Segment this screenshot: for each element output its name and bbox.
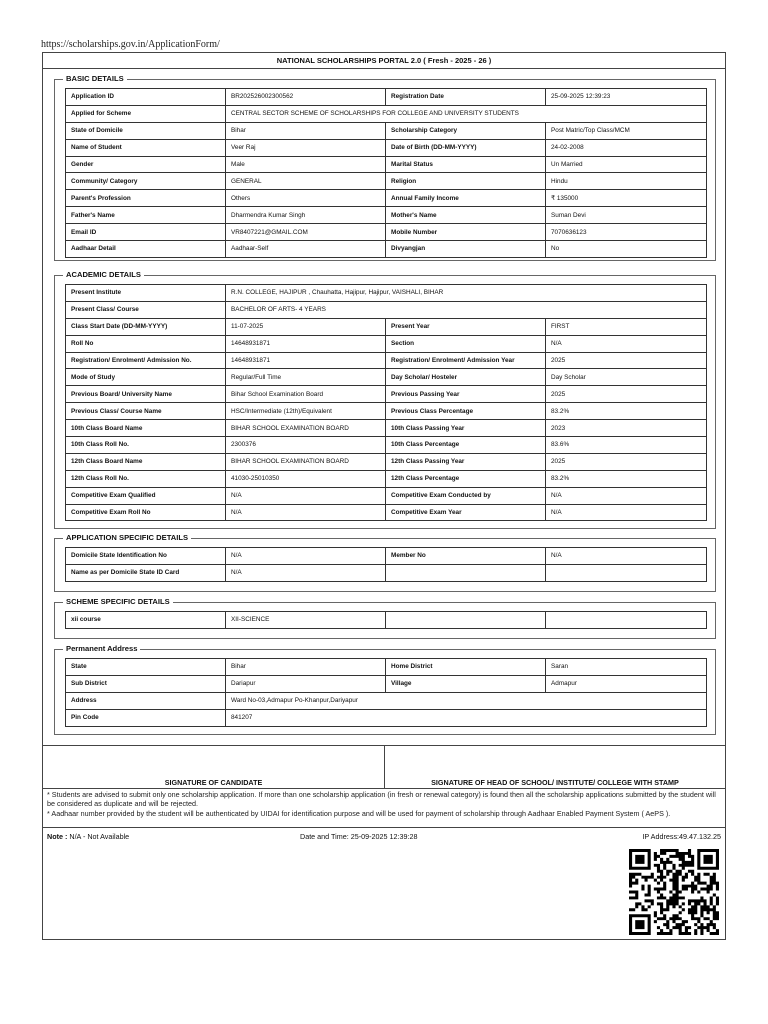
field-label: Religion <box>386 173 546 190</box>
field-value: 25-09-2025 12:39:23 <box>546 89 707 106</box>
field-label: Registration Date <box>386 89 546 106</box>
table-row <box>66 224 707 241</box>
ip-address: IP Address:49.47.132.25 <box>642 832 721 841</box>
field-label: State <box>66 659 226 676</box>
table-row <box>66 709 707 726</box>
field-label: Present Year <box>386 318 546 335</box>
field-value: Un Married <box>546 156 707 173</box>
field-label: Scholarship Category <box>386 122 546 139</box>
field-label: Sub District <box>66 675 226 692</box>
table-row <box>66 89 707 106</box>
field-value: Hindu <box>546 173 707 190</box>
field-label: Date of Birth (DD-MM-YYYY) <box>386 139 546 156</box>
field-value: 83.2% <box>546 403 707 420</box>
basic-details-table <box>65 88 707 258</box>
field-label: Present Institute <box>66 285 226 302</box>
table-row <box>66 420 707 437</box>
head-signature-box <box>385 746 725 788</box>
permanent-address-section <box>54 644 716 735</box>
field-value: 2300376 <box>226 437 386 454</box>
field-label: xii course <box>66 612 226 629</box>
table-row <box>66 190 707 207</box>
table-row <box>66 369 707 386</box>
table-row <box>66 207 707 224</box>
table-row <box>66 318 707 335</box>
field-value: Ward No-03,Admapur Po-Khanpur,Dariyapur <box>226 692 707 709</box>
field-value: VR8407221@GMAIL.COM <box>226 224 386 241</box>
field-label: Competitive Exam Conducted by <box>386 487 546 504</box>
footer-note-text: N/A - Not Available <box>67 832 130 841</box>
field-label: Previous Passing Year <box>386 386 546 403</box>
field-value: 83.6% <box>546 437 707 454</box>
table-row <box>66 335 707 352</box>
field-label: Village <box>386 675 546 692</box>
signature-row <box>43 745 725 789</box>
field-value: Male <box>226 156 386 173</box>
field-value: 14648931871 <box>226 352 386 369</box>
field-label: Competitive Exam Qualified <box>66 487 226 504</box>
table-row <box>66 487 707 504</box>
field-value: BIHAR SCHOOL EXAMINATION BOARD <box>226 420 386 437</box>
field-label: Roll No <box>66 335 226 352</box>
field-label: Name of Student <box>66 139 226 156</box>
field-value: Others <box>226 190 386 207</box>
field-label: Divyangjan <box>386 241 546 258</box>
field-label: 10th Class Board Name <box>66 420 226 437</box>
table-row <box>66 564 707 581</box>
field-label: Pin Code <box>66 709 226 726</box>
table-row <box>66 386 707 403</box>
field-value: Dharmendra Kumar Singh <box>226 207 386 224</box>
basic-details-legend: BASIC DETAILS <box>63 74 127 84</box>
field-label: Competitive Exam Year <box>386 504 546 521</box>
field-label <box>386 564 546 581</box>
field-value <box>546 564 707 581</box>
field-label: Application ID <box>66 89 226 106</box>
field-value: 83.2% <box>546 470 707 487</box>
field-value: FIRST <box>546 318 707 335</box>
instructions-notes <box>47 790 723 818</box>
academic-details-legend: ACADEMIC DETAILS <box>63 270 144 280</box>
field-value <box>546 612 707 629</box>
field-label: Applied for Scheme <box>66 105 226 122</box>
footer-note-label: Note : <box>47 832 68 841</box>
application-details-legend: APPLICATION SPECIFIC DETAILS <box>63 533 191 543</box>
table-row <box>66 659 707 676</box>
field-label: State of Domicile <box>66 122 226 139</box>
field-label: 10th Class Roll No. <box>66 437 226 454</box>
candidate-signature-box <box>43 746 385 788</box>
field-value: 14648931871 <box>226 335 386 352</box>
field-value: 2025 <box>546 386 707 403</box>
field-value: Suman Devi <box>546 207 707 224</box>
print-datetime: Date and Time: 25-09-2025 12:39:28 <box>300 832 418 841</box>
table-row <box>66 675 707 692</box>
page-url: https://scholarships.gov.in/ApplicationForm/ <box>41 39 220 50</box>
field-value: HSC/Intermediate (12th)/Equivalent <box>226 403 386 420</box>
field-label: 10th Class Passing Year <box>386 420 546 437</box>
field-label: Present Class/ Course <box>66 301 226 318</box>
field-value: 7070636123 <box>546 224 707 241</box>
field-value: Saran <box>546 659 707 676</box>
table-row <box>66 453 707 470</box>
field-label: Previous Board/ University Name <box>66 386 226 403</box>
field-value: Aadhaar-Self <box>226 241 386 258</box>
candidate-signature-label: SIGNATURE OF CANDIDATE <box>164 778 263 787</box>
field-value: N/A <box>226 487 386 504</box>
field-value: R.N. COLLEGE, HAJIPUR , Chauhatta, Hajipur, Hajipur, VAISHALI, BIHAR <box>226 285 707 302</box>
field-value: BIHAR SCHOOL EXAMINATION BOARD <box>226 453 386 470</box>
head-signature-label: SIGNATURE OF HEAD OF SCHOOL/ INSTITUTE/ COLLEGE WITH STAMP <box>431 778 679 787</box>
application-form <box>42 52 726 940</box>
field-value: 2025 <box>546 453 707 470</box>
field-value: 841207 <box>226 709 707 726</box>
field-label: 12th Class Percentage <box>386 470 546 487</box>
field-label: 12th Class Passing Year <box>386 453 546 470</box>
field-label: Parent's Profession <box>66 190 226 207</box>
field-value: N/A <box>546 487 707 504</box>
field-label: Registration/ Enrolment/ Admission No. <box>66 352 226 369</box>
field-label: Annual Family Income <box>386 190 546 207</box>
scheme-details-table <box>65 611 707 629</box>
field-value: Bihar <box>226 659 386 676</box>
table-row <box>66 139 707 156</box>
field-value: N/A <box>226 548 386 565</box>
table-row <box>66 285 707 302</box>
scheme-details-legend: SCHEME SPECIFIC DETAILS <box>63 597 173 607</box>
field-value: 2023 <box>546 420 707 437</box>
table-row <box>66 504 707 521</box>
field-label: Class Start Date (DD-MM-YYYY) <box>66 318 226 335</box>
note-aadhaar-authentication: * Aadhaar number provided by the student will be authenticated by UIDAI for identification purpose and will be used for payment of scholarship through Aadhaar Enabled Payment System ( AePS ). <box>47 808 671 818</box>
field-value: Bihar <box>226 122 386 139</box>
table-row <box>66 156 707 173</box>
table-row <box>66 105 707 122</box>
field-value: No <box>546 241 707 258</box>
field-value: Bihar School Examination Board <box>226 386 386 403</box>
field-value: Dariapur <box>226 675 386 692</box>
field-label: Home District <box>386 659 546 676</box>
field-label: Mode of Study <box>66 369 226 386</box>
field-value: Admapur <box>546 675 707 692</box>
basic-details-section <box>54 74 716 261</box>
scheme-details-section <box>54 597 716 639</box>
field-value: XII-SCIENCE <box>226 612 386 629</box>
field-label: Previous Class/ Course Name <box>66 403 226 420</box>
field-label: 10th Class Percentage <box>386 437 546 454</box>
table-row <box>66 692 707 709</box>
table-row <box>66 173 707 190</box>
field-label: Section <box>386 335 546 352</box>
application-details-section <box>54 533 716 592</box>
table-row <box>66 470 707 487</box>
table-row <box>66 437 707 454</box>
field-value: N/A <box>226 504 386 521</box>
field-value: N/A <box>546 504 707 521</box>
field-value: 11-07-2025 <box>226 318 386 335</box>
field-value: N/A <box>546 548 707 565</box>
field-value: Regular/Full Time <box>226 369 386 386</box>
field-label <box>386 612 546 629</box>
field-label: Gender <box>66 156 226 173</box>
application-details-table <box>65 547 707 582</box>
permanent-address-legend: Permanent Address <box>63 644 140 654</box>
table-row <box>66 352 707 369</box>
table-row <box>66 548 707 565</box>
field-label: 12th Class Roll No. <box>66 470 226 487</box>
field-value: N/A <box>546 335 707 352</box>
field-label: Father's Name <box>66 207 226 224</box>
field-label: 12th Class Board Name <box>66 453 226 470</box>
qr-code-icon <box>629 849 719 935</box>
field-label: Domicile State Identification No <box>66 548 226 565</box>
field-value: N/A <box>226 564 386 581</box>
field-label: Community/ Category <box>66 173 226 190</box>
field-value: Day Scholar <box>546 369 707 386</box>
field-value: 41030-25010350 <box>226 470 386 487</box>
field-value: 2025 <box>546 352 707 369</box>
field-value: 24-02-2008 <box>546 139 707 156</box>
field-label: Member No <box>386 548 546 565</box>
permanent-address-table <box>65 658 707 727</box>
field-value: BR202526002300562 <box>226 89 386 106</box>
field-value: GENERAL <box>226 173 386 190</box>
table-row <box>66 122 707 139</box>
field-label: Previous Class Percentage <box>386 403 546 420</box>
field-value: BACHELOR OF ARTS- 4 YEARS <box>226 301 707 318</box>
field-label: Competitive Exam Roll No <box>66 504 226 521</box>
field-label: Mobile Number <box>386 224 546 241</box>
field-label: Registration/ Enrolment/ Admission Year <box>386 352 546 369</box>
note-duplicate-application: * Students are advised to submit only one scholarship application. If more than one scholarship application (in fresh or renewal category) is found then all the scholarship applications submitted by the student will be considered as duplicate and will be rejected. <box>47 790 716 809</box>
field-value: Post Matric/Top Class/MCM <box>546 122 707 139</box>
field-label: Name as per Domicile State ID Card <box>66 564 226 581</box>
academic-details-section <box>54 270 716 529</box>
footer-note <box>47 832 129 841</box>
table-row <box>66 301 707 318</box>
field-label: Mother's Name <box>386 207 546 224</box>
table-row <box>66 241 707 258</box>
field-label: Day Scholar/ Hosteler <box>386 369 546 386</box>
field-label: Marital Status <box>386 156 546 173</box>
table-row <box>66 612 707 629</box>
portal-title: NATIONAL SCHOLARSHIPS PORTAL 2.0 ( Fresh - 2025 - 26 ) <box>43 53 725 69</box>
field-label: Aadhaar Detail <box>66 241 226 258</box>
field-value: CENTRAL SECTOR SCHEME OF SCHOLARSHIPS FOR COLLEGE AND UNIVERSITY STUDENTS <box>226 105 707 122</box>
field-value: Veer Raj <box>226 139 386 156</box>
table-row <box>66 403 707 420</box>
form-footer <box>43 827 725 941</box>
academic-details-table <box>65 284 707 521</box>
field-label: Email ID <box>66 224 226 241</box>
field-value: ₹ 135000 <box>546 190 707 207</box>
field-label: Address <box>66 692 226 709</box>
